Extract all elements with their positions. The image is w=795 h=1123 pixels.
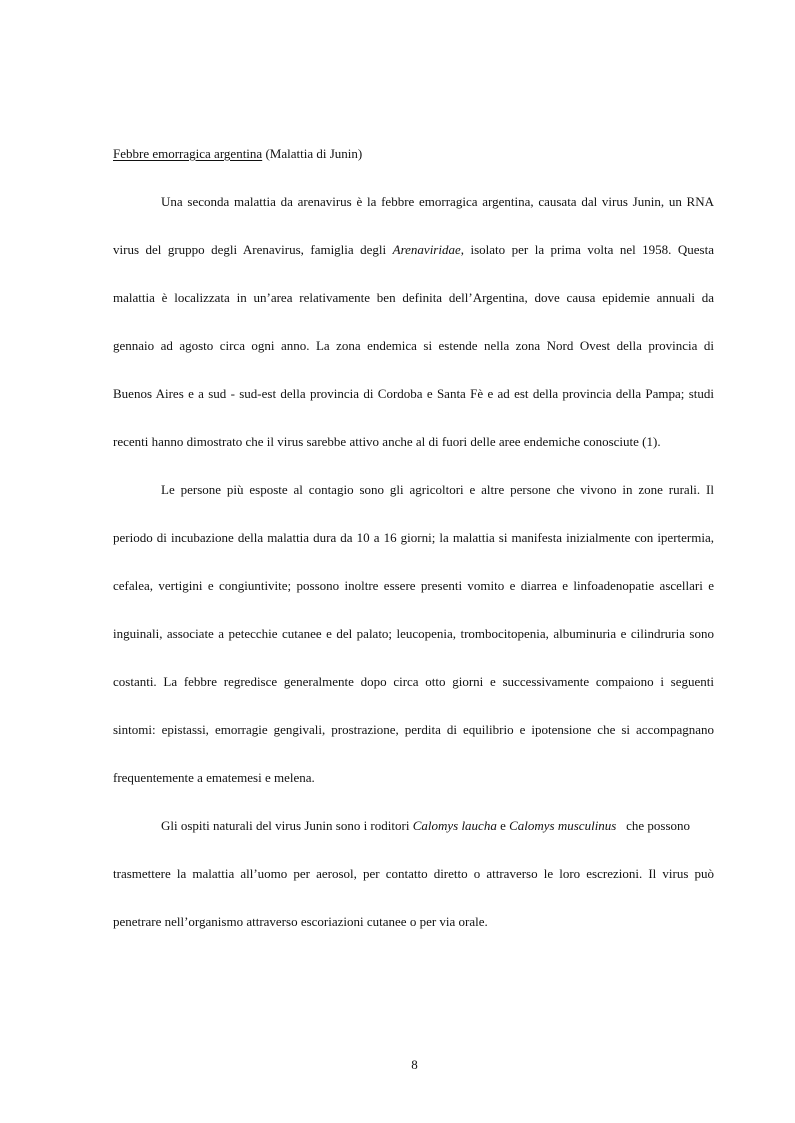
heading-title: Febbre emorragica argentina: [113, 146, 263, 161]
p3-line-2: trasmettere la malattia all’uomo per aerosol, per contatto diretto o attraverso le loro escrezioni. Il virus può: [113, 866, 714, 881]
p2-line-5: costanti. La febbre regredisce generalmente dopo circa otto giorni e successivamente compaiono i seguenti: [113, 674, 714, 689]
p2-line-4: inguinali, associate a petecchie cutanee e del palato; leucopenia, trombocitopenia, albuminuria e cilindruria sono: [113, 626, 714, 641]
section-heading: [113, 145, 713, 163]
p2-line-6: sintomi: epistassi, emorragie gengivali, prostrazione, perdita di equilibrio e ipotensione che si accompagnano: [113, 722, 714, 737]
p2-line-3: cefalea, vertigini e congiuntivite; possono inoltre essere presenti vomito e diarrea e linfoadenopatie ascellari e: [113, 578, 714, 593]
p1-line-1: Una seconda malattia da arenavirus è la febbre emorragica argentina, causata dal virus Junin, un RNA: [161, 194, 714, 209]
p3-line-3: penetrare nell’organismo attraverso escoriazioni cutanee o per via orale.: [113, 914, 488, 929]
p3-line-1-italic-b: Calomys musculinus: [509, 818, 617, 833]
p1-line-4: gennaio ad agosto circa ogni anno. La zona endemica si estende nella zona Nord Ovest della provincia di: [113, 338, 714, 353]
p1-line-2-text-c: , isolato per la prima volta nel 1958. Questa: [460, 242, 715, 257]
p3-line-1-text-c: e: [500, 818, 506, 833]
p3-line-1-text-a: Gli ospiti naturali del virus Junin sono i roditori: [161, 818, 410, 833]
p1-line-2-text-a: virus del gruppo degli Arenavirus, famiglia degli: [113, 242, 387, 257]
heading-subtitle: (Malattia di Junin): [265, 146, 363, 161]
page-number: 8: [411, 1057, 418, 1072]
p1-line-6: recenti hanno dimostrato che il virus sarebbe attivo anche al di fuori delle aree endemiche conosciute (1).: [113, 434, 661, 449]
p2-line-1: Le persone più esposte al contagio sono gli agricoltori e altre persone che vivono in zone rurali. Il: [161, 482, 714, 497]
p3-line-1-italic-a: Calomys laucha: [412, 818, 497, 833]
p2-line-2: periodo di incubazione della malattia dura da 10 a 16 giorni; la malattia si manifesta inizialmente con ipertermia,: [113, 530, 714, 545]
p1-line-5: Buenos Aires e a sud - sud-est della provincia di Cordoba e Santa Fè e ad est della provincia della Pampa; studi: [113, 386, 714, 401]
p1-line-3: malattia è localizzata in un’area relativamente ben definita dell’Argentina, dove causa epidemie annuali da: [113, 290, 714, 305]
p1-line-2-italic: Arenaviridae: [392, 242, 461, 257]
p1-line-2: [113, 241, 714, 259]
p2-line-7: frequentemente a ematemesi e melena.: [113, 770, 315, 785]
p3-line-1-text-e: che possono: [626, 818, 691, 833]
p3-line-1: [161, 817, 714, 835]
